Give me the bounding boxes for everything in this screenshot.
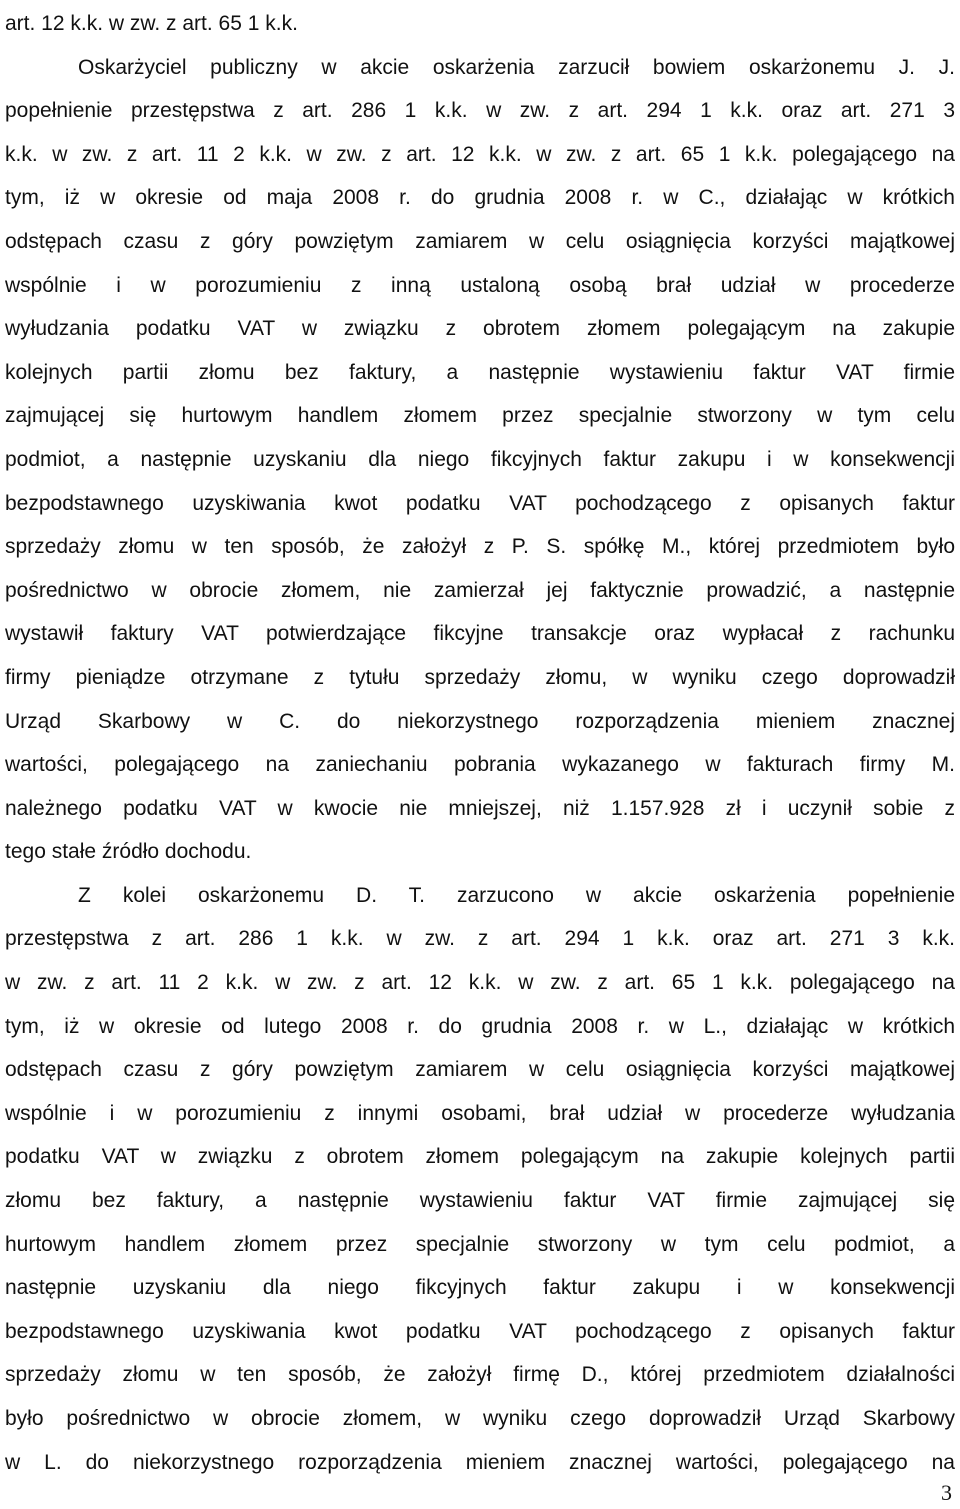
text-line-27: podatku VAT w związku z obrotem złomem polegającym na zakupie kolejnych partii (5, 1145, 955, 1169)
text-line-16: firmy pieniądze otrzymane z tytułu sprzedaży złomu, w wyniku czego doprowadził (5, 665, 955, 689)
text-line-3: popełnienie przestępstwa z art. 286 1 k.k. w zw. z art. 294 1 k.k. oraz art. 271 3 (5, 99, 955, 123)
text-line-30: następnie uzyskaniu dla niego fikcyjnych faktur zakupu i w konsekwencji (5, 1276, 955, 1300)
text-line-15: wystawił faktury VAT potwierdzające fikcyjne transakcje oraz wypłacał z rachunku (5, 622, 955, 646)
text-line-14: pośrednictwo w obrocie złomem, nie zamierzał jej faktycznie prowadzić, a następnie (5, 578, 955, 602)
text-line-33: było pośrednictwo w obrocie złomem, w wyniku czego doprowadził Urząd Skarbowy (5, 1407, 955, 1430)
text-line-10: zajmującej się hurtowym handlem złomem przez specjalnie stworzony w tym celu (5, 404, 955, 428)
text-line-26: wspólnie i w porozumieniu z innymi osobami, brał udział w procederze wyłudzania (5, 1101, 955, 1125)
text-line-28: złomu bez faktury, a następnie wystawieniu faktur VAT firmie zajmującej się (5, 1189, 955, 1213)
text-line-12: bezpodstawnego uzyskiwania kwot podatku VAT pochodzącego z opisanych faktur (5, 491, 955, 515)
page-number: 3 (941, 1480, 952, 1505)
text-line-34: w L. do niekorzystnego rozporządzenia mieniem znacznej wartości, polegającego na (5, 1450, 955, 1474)
text-line-22: przestępstwa z art. 286 1 k.k. w zw. z art. 294 1 k.k. oraz art. 271 3 k.k. (5, 927, 955, 951)
text-line-25: odstępach czasu z góry powziętym zamiarem w celu osiągnięcia korzyści majątkowej (5, 1058, 955, 1082)
text-line-20: tego stałe źródło dochodu. (5, 840, 252, 864)
text-line-5: tym, iż w okresie od maja 2008 r. do grudnia 2008 r. w C., działając w krótkich (5, 186, 955, 210)
text-line-4: k.k. w zw. z art. 11 2 k.k. w zw. z art. 12 k.k. w zw. z art. 65 1 k.k. polegającego na (5, 142, 955, 166)
text-line-13: sprzedaży złomu w ten sposób, że założył z P. S. spółkę M., której przedmiotem było (5, 535, 955, 559)
text-line-8: wyłudzania podatku VAT w związku z obrotem złomem polegającym na zakupie (5, 317, 955, 341)
text-line-29: hurtowym handlem złomem przez specjalnie stworzony w tym celu podmiot, a (5, 1232, 955, 1256)
text-line-2: Oskarżyciel publiczny w akcie oskarżenia zarzucił bowiem oskarżonemu J. J. (78, 55, 955, 79)
text-line-6: odstępach czasu z góry powziętym zamiarem w celu osiągnięcia korzyści majątkowej (5, 229, 955, 253)
text-line-17: Urząd Skarbowy w C. do niekorzystnego rozporządzenia mieniem znacznej (5, 709, 955, 733)
text-line-21: Z kolei oskarżonemu D. T. zarzucono w akcie oskarżenia popełnienie (78, 883, 955, 907)
text-line-23: w zw. z art. 11 2 k.k. w zw. z art. 12 k.k. w zw. z art. 65 1 k.k. polegającego na (5, 971, 955, 995)
text-line-7: wspólnie i w porozumieniu z inną ustaloną osobą brał udział w procederze (5, 273, 955, 297)
text-line-1: art. 12 k.k. w zw. z art. 65 1 k.k. (5, 12, 298, 35)
document-text (5, 2, 955, 1484)
text-line-32: sprzedaży złomu w ten sposób, że założył firmę D., której przedmiotem działalności (5, 1363, 955, 1387)
text-line-19: należnego podatku VAT w kwocie nie mniejszej, niż 1.157.928 zł i uczynił sobie z (5, 796, 955, 820)
text-line-11: podmiot, a następnie uzyskaniu dla niego fikcyjnych faktur zakupu i w konsekwencji (5, 447, 955, 471)
text-line-24: tym, iż w okresie od lutego 2008 r. do grudnia 2008 r. w L., działając w krótkich (5, 1014, 955, 1038)
text-line-18: wartości, polegającego na zaniechaniu pobrania wykazanego w fakturach firmy M. (5, 753, 955, 777)
text-line-9: kolejnych partii złomu bez faktury, a następnie wystawieniu faktur VAT firmie (5, 360, 955, 384)
text-line-31: bezpodstawnego uzyskiwania kwot podatku VAT pochodzącego z opisanych faktur (5, 1319, 955, 1343)
